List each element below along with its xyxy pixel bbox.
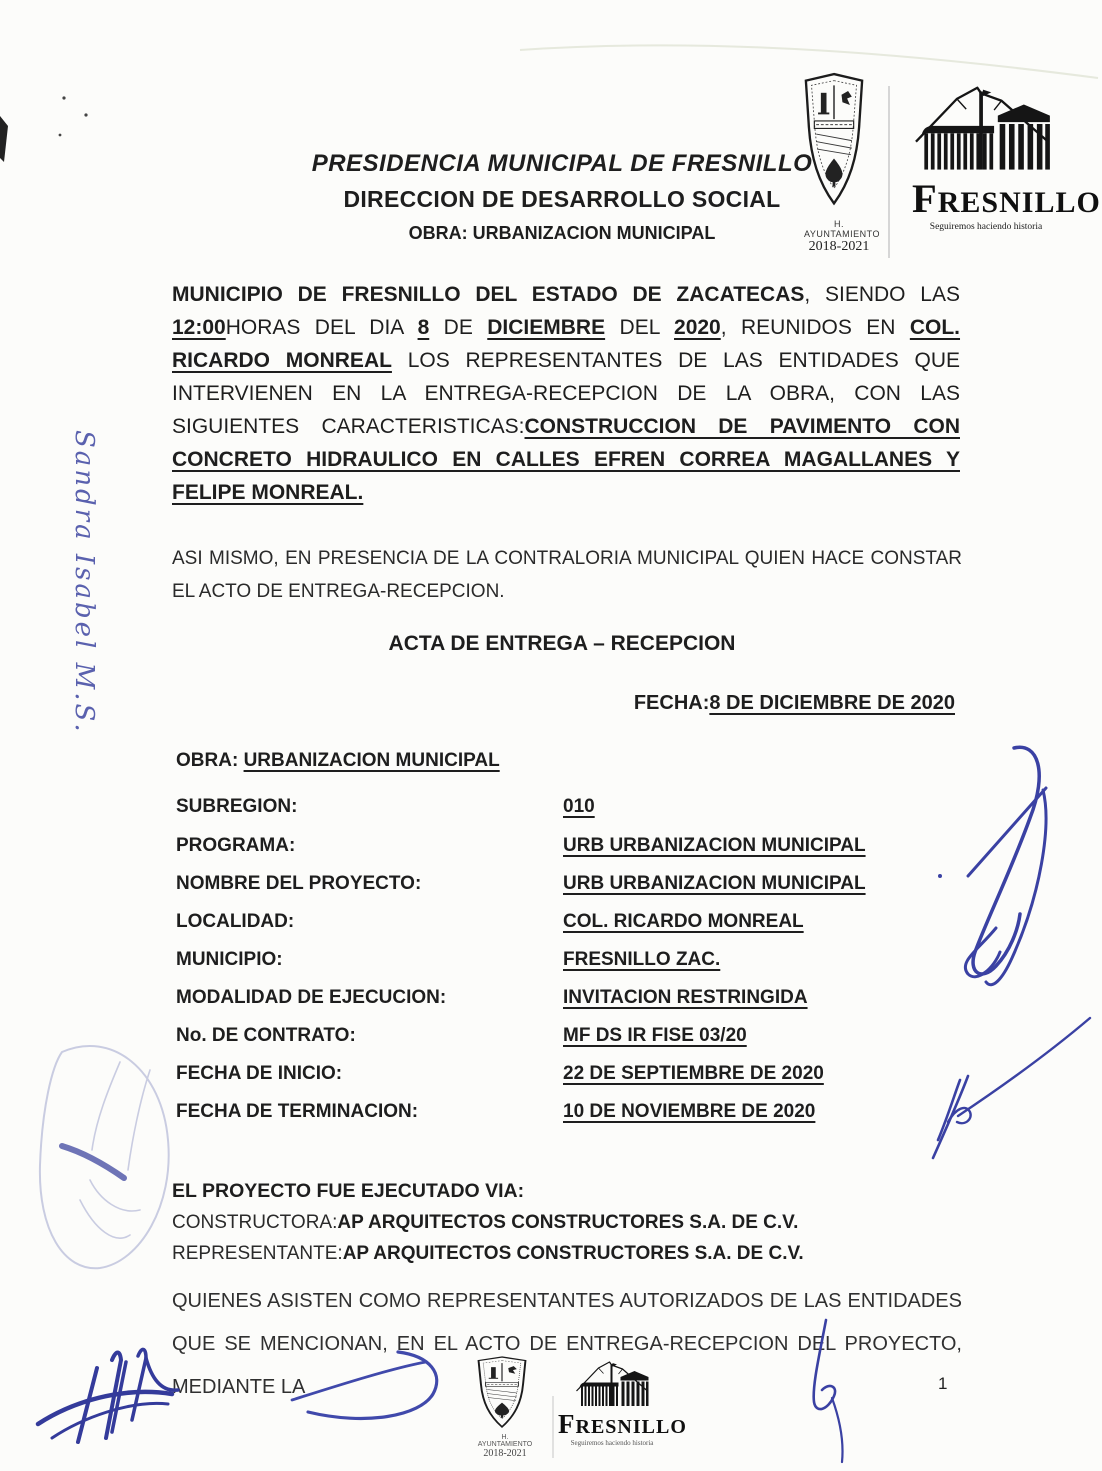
- scan-dot: [59, 134, 62, 137]
- fecha-value: 8 DE DICIEMBRE DE 2020: [709, 692, 955, 714]
- constructora-value: AP ARQUITECTOS CONSTRUCTORES S.A. DE C.V.: [337, 1212, 799, 1233]
- coat-of-arms-logo: [804, 70, 881, 255]
- page-number: 1: [938, 1374, 948, 1393]
- intro-paragraph: MUNICIPIO DE FRESNILLO DEL ESTADO DE ZACATECAS, SIENDO LAS 12:00HORAS DEL DIA 8 DE DICIEMBRE DEL 2020, REUNIDOS EN COL. RICARDO MONREAL LOS REPRESENTANTES DE LAS ENTIDADES QUE INTERVIENEN EN LA ENTREGA-RECEPCION DE LA OBRA, CON LAS SIGUIENTES CARACTERISTICAS:CONSTRUCCION DE PAVIMENTO CON CONCRETO HIDRAULICO EN CALLES EFREN CORREA MAGALLANES Y FELIPE MONREAL.: [172, 283, 961, 504]
- field-row-contrato: [176, 1025, 956, 1047]
- representante-label: REPRESENTANTE:: [172, 1243, 343, 1264]
- field-label: FECHA DE TERMINACION:: [176, 1101, 419, 1122]
- scan-artifact-mark: [0, 116, 8, 162]
- constructora-line: [172, 1207, 804, 1238]
- fresnillo-wordmark: FRESNILLO: [558, 1409, 687, 1439]
- fresnillo-logo: [912, 84, 1101, 232]
- field-value: URB URBANIZACION MUNICIPAL: [563, 835, 866, 856]
- shield-caption: H. AYUNTAMIENTO: [477, 1434, 533, 1448]
- obra-value: URBANIZACION MUNICIPAL: [243, 750, 500, 771]
- field-label: PROGRAMA:: [176, 835, 296, 856]
- field-row-nombre-proyecto: [176, 873, 956, 895]
- field-value: 22 DE SEPTIEMBRE DE 2020: [563, 1063, 824, 1084]
- fresnillo-emblem-icon: [912, 84, 1052, 177]
- field-row-fecha-inicio: [176, 1063, 956, 1085]
- header-subtitle: DIRECCION DE DESARROLLO SOCIAL: [343, 185, 781, 212]
- field-row-localidad: [176, 911, 956, 933]
- field-value: 10 DE NOVIEMBRE DE 2020: [563, 1101, 816, 1122]
- field-label: LOCALIDAD:: [176, 911, 295, 932]
- obra-line: [176, 750, 500, 772]
- fresnillo-wordmark: FRESNILLO: [912, 176, 1101, 221]
- executed-via-block: [172, 1176, 804, 1269]
- fresnillo-emblem-icon: [572, 1360, 652, 1410]
- fresnillo-tagline: Seguiremos haciendo historia: [570, 1439, 654, 1447]
- signature-flourish-right: [933, 1018, 1090, 1158]
- field-row-fecha-terminacion: [176, 1101, 956, 1123]
- field-label: MODALIDAD DE EJECUCION:: [176, 987, 447, 1008]
- field-row-programa: [176, 835, 956, 857]
- shield-icon: [804, 70, 864, 215]
- fresnillo-logo-footer: [558, 1360, 687, 1447]
- field-label: FECHA DE INICIO:: [176, 1063, 343, 1084]
- header-obra: OBRA: URBANIZACION MUNICIPAL: [408, 223, 716, 244]
- field-label: MUNICIPIO:: [176, 949, 283, 970]
- shield-years: 2018-2021: [808, 239, 870, 254]
- field-row-subregion: [176, 796, 956, 818]
- constructora-label: CONSTRUCTORA:: [172, 1212, 338, 1233]
- executed-via-title: EL PROYECTO FUE EJECUTADO VIA:: [172, 1180, 525, 1202]
- representante-value: AP ARQUITECTOS CONSTRUCTORES S.A. DE C.V.: [342, 1243, 804, 1264]
- header-title: PRESIDENCIA MUNICIPAL DE FRESNILLO: [311, 150, 813, 177]
- field-label: NOMBRE DEL PROYECTO:: [176, 873, 422, 894]
- fresnillo-tagline: Seguiremos haciendo historia: [929, 221, 1043, 232]
- shield-caption: H. AYUNTAMIENTO: [804, 219, 881, 239]
- field-value: FRESNILLO ZAC.: [563, 949, 721, 970]
- project-fields: [176, 796, 956, 1139]
- representante-line: [172, 1238, 804, 1269]
- field-value: MF DS IR FISE 03/20: [563, 1025, 747, 1046]
- closing-paragraph: QUIENES ASISTEN COMO REPRESENTANTES AUTORIZADOS DE LAS ENTIDADES QUE SE MENCIONAN, EN EL ACTO DE ENTREGA-RECEPCION DEL PROYECTO, MEDIANTE LA: [172, 1290, 962, 1398]
- faint-signature-stroke: [62, 1146, 124, 1178]
- margin-handwritten-name: Sandra Isabel M.S.: [69, 430, 99, 735]
- scan-dot: [62, 96, 65, 99]
- fecha-line: [172, 692, 955, 715]
- acta-title: ACTA DE ENTREGA – RECEPCION: [388, 632, 736, 655]
- fecha-label: FECHA:: [633, 692, 710, 714]
- field-value: 010: [563, 796, 595, 817]
- field-value: COL. RICARDO MONREAL: [563, 911, 804, 932]
- field-label: No. DE CONTRATO:: [176, 1025, 356, 1046]
- faint-signature: [40, 1046, 169, 1268]
- signature-scribble-left: [38, 1349, 178, 1442]
- contraloria-paragraph: ASI MISMO, EN PRESENCIA DE LA CONTRALORIA MUNICIPAL QUIEN HACE CONSTAR EL ACTO DE ENTREGA-RECEPCION.: [172, 548, 962, 602]
- shield-years: 2018-2021: [483, 1448, 527, 1459]
- field-row-modalidad: [176, 987, 956, 1009]
- scan-dot: [84, 113, 87, 116]
- obra-label: OBRA:: [176, 750, 239, 771]
- shield-icon: [477, 1356, 527, 1432]
- coat-of-arms-logo-footer: [477, 1356, 533, 1459]
- field-row-municipio: [176, 949, 956, 971]
- field-value: URB URBANIZACION MUNICIPAL: [563, 873, 866, 894]
- field-value: INVITACION RESTRINGIDA: [563, 987, 808, 1008]
- field-label: SUBREGION:: [176, 796, 298, 817]
